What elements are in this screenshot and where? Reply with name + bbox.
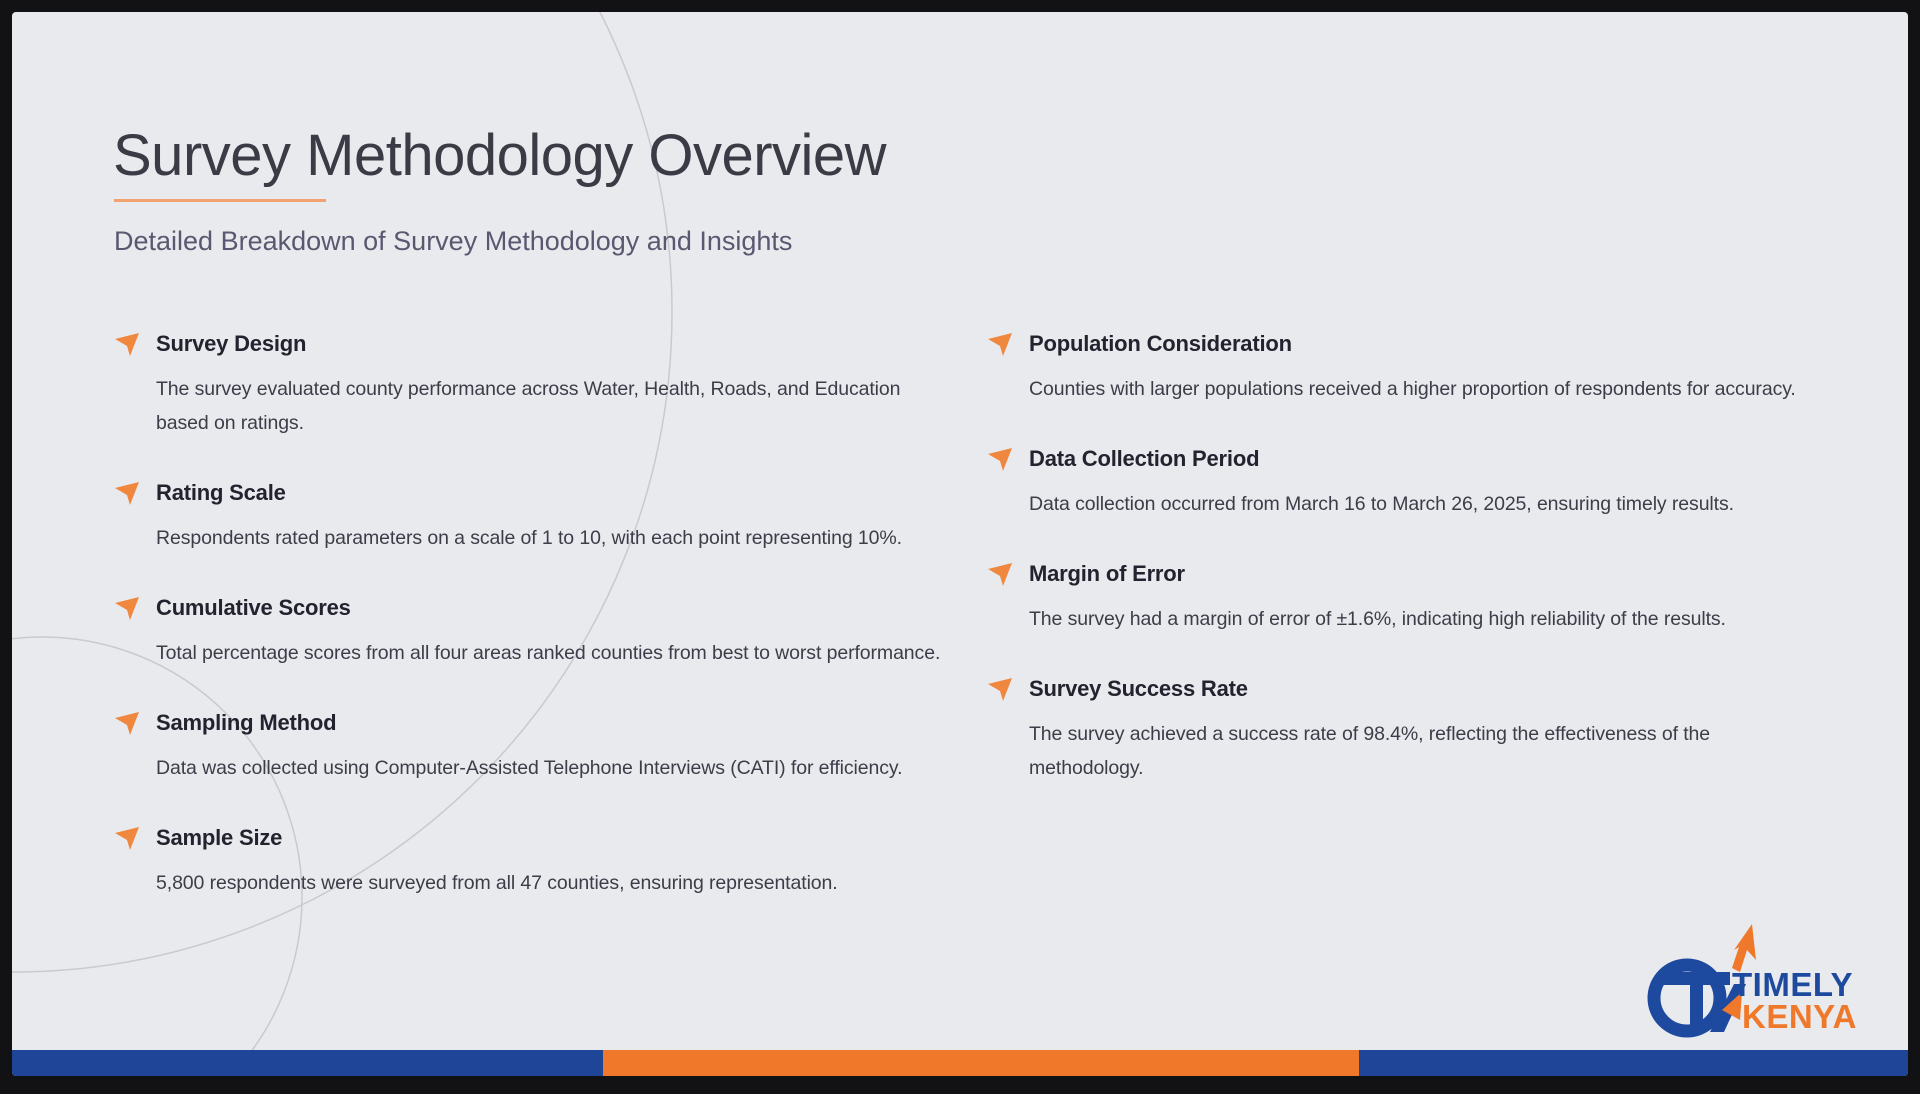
item-text: 5,800 respondents were surveyed from all 47 counties, ensuring representation. <box>156 872 838 894</box>
item-text: Respondents rated parameters on a scale of 1 to 10, with each point representing 10%. <box>156 527 902 549</box>
bar-segment-navy <box>1359 1050 1908 1076</box>
arrow-bullet-icon <box>987 331 1013 357</box>
list-item <box>114 479 944 555</box>
arrow-bullet-icon <box>987 446 1013 472</box>
item-heading: Population Consideration <box>1029 331 1292 356</box>
list-item <box>987 330 1827 406</box>
arrow-bullet-icon <box>114 480 140 506</box>
item-heading: Cumulative Scores <box>156 595 351 620</box>
slide <box>12 12 1908 1076</box>
page-title: Survey Methodology Overview <box>113 123 887 188</box>
item-text: The survey achieved a success rate of 98.4%, reflecting the effectiveness of the methodology. <box>1029 723 1711 779</box>
list-item <box>987 560 1827 636</box>
list-item <box>987 675 1827 785</box>
item-text: Counties with larger populations received a higher proportion of respondents for accuracy. <box>1029 378 1796 400</box>
item-text: Data collection occurred from March 16 to March 26, 2025, ensuring timely results. <box>1029 493 1734 515</box>
item-heading: Sample Size <box>156 825 283 850</box>
timely-kenya-logo <box>1642 920 1872 1038</box>
item-heading: Sampling Method <box>156 710 337 735</box>
arrow-bullet-icon <box>114 331 140 357</box>
left-column <box>114 330 944 939</box>
item-heading: Data Collection Period <box>1029 446 1260 471</box>
logo-text-kenya: KENYA <box>1742 998 1857 1035</box>
arrow-bullet-icon <box>114 595 140 621</box>
item-text: The survey had a margin of error of ±1.6%, indicating high reliability of the results. <box>1029 608 1726 630</box>
item-heading: Margin of Error <box>1029 561 1185 586</box>
item-heading: Survey Success Rate <box>1029 676 1248 701</box>
item-text: The survey evaluated county performance across Water, Health, Roads, and Education based on ratings. <box>156 378 901 434</box>
list-item <box>114 594 944 670</box>
item-heading: Rating Scale <box>156 480 286 505</box>
item-text: Total percentage scores from all four areas ranked counties from best to worst performance. <box>156 642 941 664</box>
list-item <box>987 445 1827 521</box>
bar-segment-navy <box>12 1050 603 1076</box>
title-underline <box>114 199 326 202</box>
arrow-bullet-icon <box>987 561 1013 587</box>
bottom-color-bar <box>12 1050 1908 1076</box>
list-item <box>114 709 944 785</box>
arrow-bullet-icon <box>987 676 1013 702</box>
right-column <box>987 330 1827 824</box>
bar-segment-orange <box>603 1050 1359 1076</box>
list-item <box>114 824 944 900</box>
arrow-bullet-icon <box>114 825 140 851</box>
list-item <box>114 330 944 440</box>
page-subtitle: Detailed Breakdown of Survey Methodology and Insights <box>114 226 793 256</box>
logo-text-timely: TIMELY <box>1732 966 1853 1003</box>
arrow-bullet-icon <box>114 710 140 736</box>
item-text: Data was collected using Computer-Assisted Telephone Interviews (CATI) for efficiency. <box>156 757 903 779</box>
item-heading: Survey Design <box>156 331 307 356</box>
